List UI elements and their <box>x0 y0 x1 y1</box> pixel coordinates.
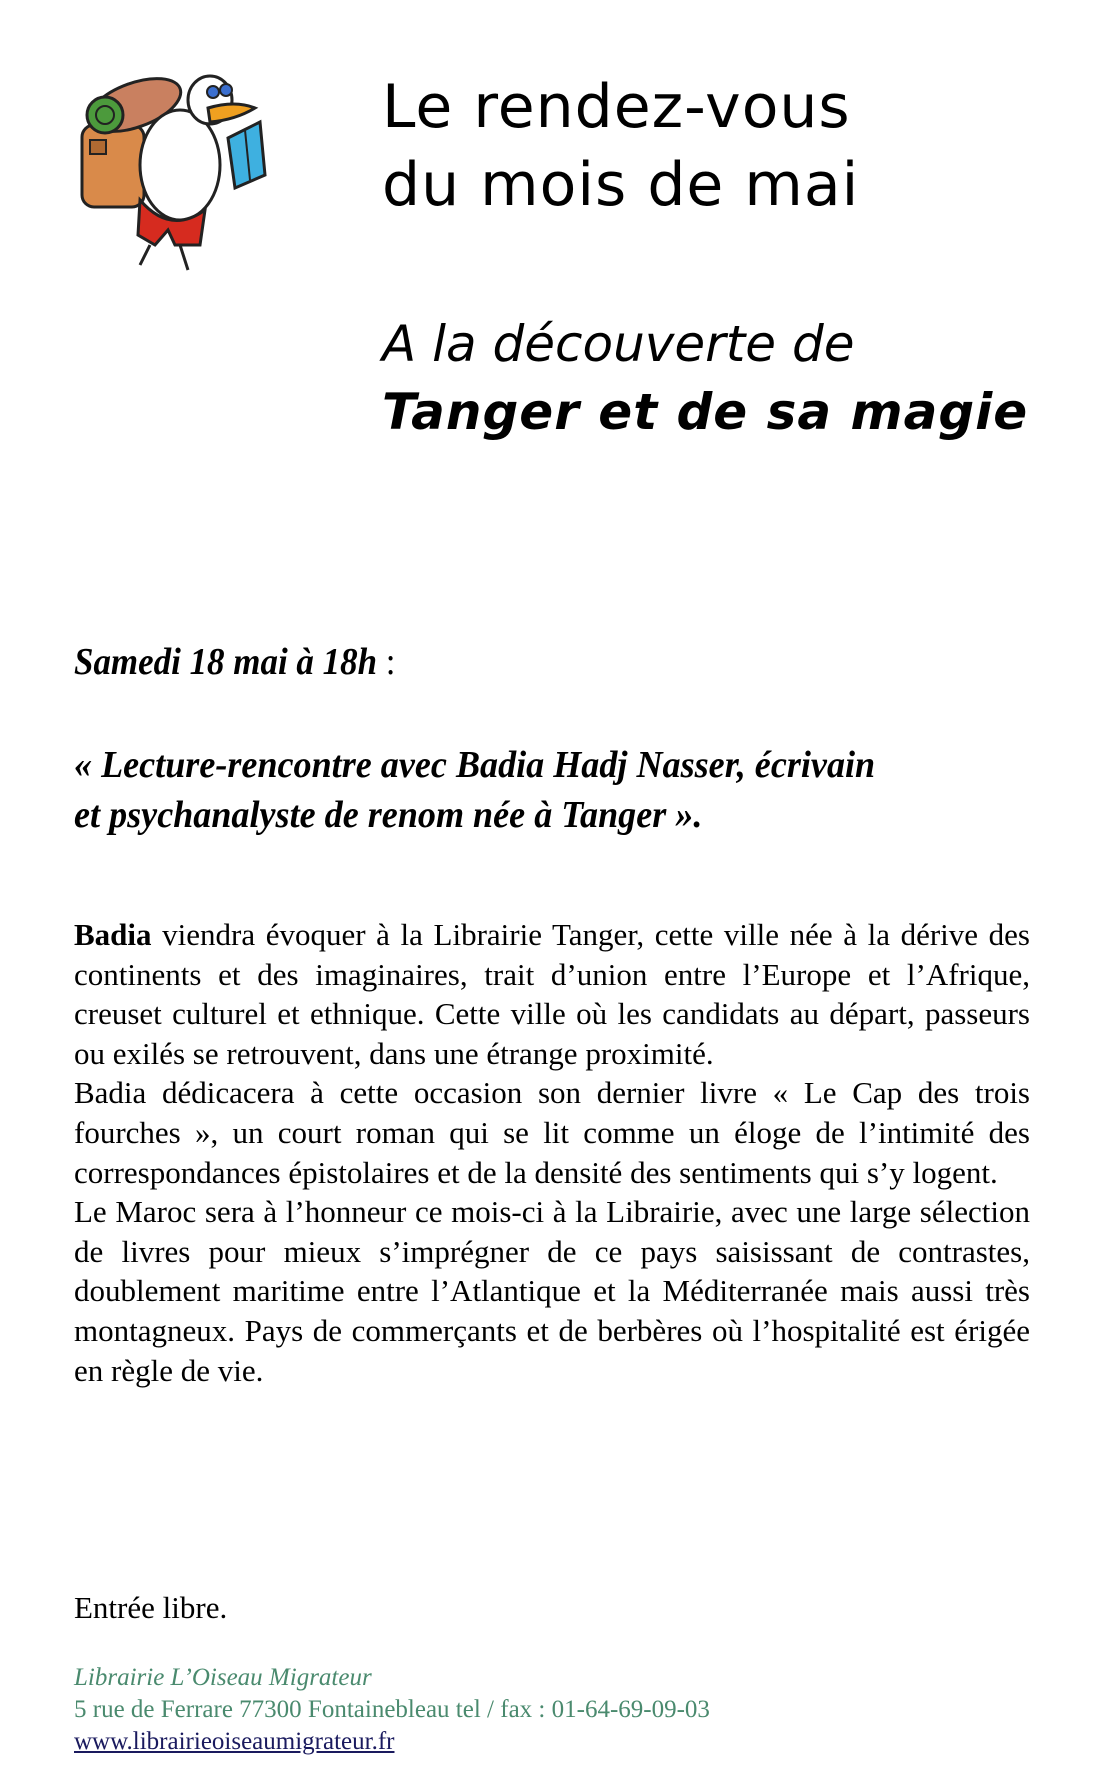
title-line-2: du mois de mai <box>382 150 860 220</box>
event-description <box>74 915 1030 1390</box>
event-date-colon: : <box>377 641 396 683</box>
paragraph-3: Le Maroc sera à l’honneur ce mois-ci à la Librairie, avec une large sélection de livres pour mieux s’imprégner de ce pays saisissant de contrastes, doublement maritime entre l’Atlantique et la Méditerranée mais aussi très montagneux. Pays de commerçants et de berbères où l’hospitalité est érigée en règle de vie. <box>74 1194 1030 1388</box>
page-title <box>382 68 859 224</box>
subtitle-line-2: Tanger et de sa magie <box>382 383 1029 441</box>
author-name: Badia <box>74 917 152 952</box>
shop-address: 5 rue de Ferrare 77300 Fontainebleau tel / fax : 01-64-69-09-03 <box>74 1696 710 1723</box>
subtitle-line-1: A la découverte de <box>382 315 855 373</box>
title-line-1: Le rendez-vous <box>382 72 851 142</box>
event-date <box>74 640 395 684</box>
event-title-line-2: et psychanalyste de renom née à Tanger ». <box>74 794 703 836</box>
page-subtitle <box>382 310 1028 446</box>
paragraph-1 <box>74 915 1030 1073</box>
bird-mascot-icon <box>70 60 270 275</box>
website-link[interactable]: www.librairieoiseaumigrateur.fr <box>74 1728 395 1755</box>
footer <box>74 1662 710 1758</box>
entry-note: Entrée libre. <box>74 1590 228 1625</box>
event-title-line-1: « Lecture-rencontre avec Badia Hadj Nasser, écrivain <box>74 744 876 786</box>
shop-name: Librairie L’Oiseau Migrateur <box>74 1664 372 1691</box>
event-title <box>74 740 1024 840</box>
paragraph-2: Badia dédicacera à cette occasion son dernier livre « Le Cap des trois fourches », un court roman qui se lit comme un éloge de l’intimité des correspondances épistolaires et de la densité des sentiments qui s’y logent. <box>74 1075 1030 1190</box>
paragraph-1-text: viendra évoquer à la Librairie Tanger, cette ville née à la dérive des continents et des imaginaires, trait d’union entre l’Europe et l’Afrique, creuset culturel et ethnique. Cette ville où les candidats au départ, passeurs ou exilés se retrouvent, dans une étrange proximité. <box>74 917 1030 1071</box>
event-date-text: Samedi 18 mai à 18h <box>74 641 378 683</box>
